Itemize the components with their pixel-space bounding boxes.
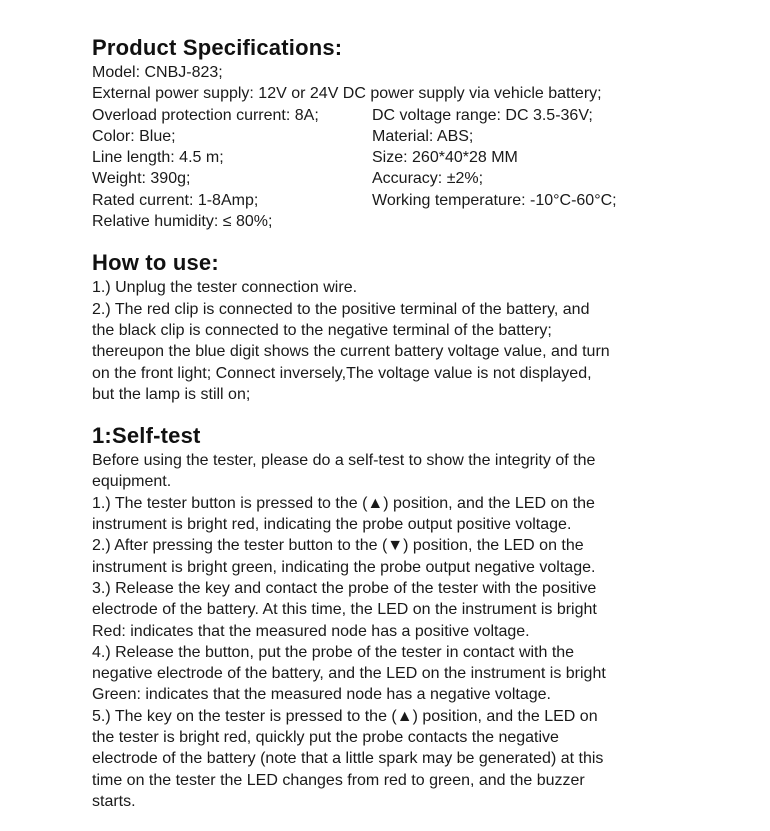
how-to-use-line: on the front light; Connect inversely,The voltage value is not displayed, <box>92 364 592 382</box>
spec-weight: Weight: 390g; <box>92 170 191 188</box>
spec-accuracy: Accuracy: ±2%; <box>372 170 484 188</box>
how-to-use-section <box>92 249 732 405</box>
spec-working-temperature: Working temperature: -10°C-60°C; <box>372 191 617 209</box>
spec-rated-current: Rated current: 1-8Amp; <box>92 191 259 209</box>
document-page <box>92 34 732 812</box>
spec-row <box>92 126 732 147</box>
self-test-line: 1.) The tester button is pressed to the (▲) position, and the LED on the <box>92 494 595 512</box>
self-test-line: electrode of the battery. At this time, the LED on the instrument is bright <box>92 601 597 619</box>
self-test-line: the tester is bright red, quickly put the probe contacts the negative <box>92 729 559 747</box>
product-specifications-section <box>92 34 732 232</box>
self-test-heading: 1:Self-test <box>92 423 201 449</box>
spec-material: Material: ABS; <box>372 127 474 145</box>
spec-row <box>92 168 732 189</box>
spec-row <box>92 190 732 211</box>
spec-color: Color: Blue; <box>92 127 176 145</box>
self-test-line: negative electrode of the battery, and the LED on the instrument is bright <box>92 665 606 683</box>
how-to-use-heading: How to use: <box>92 250 219 276</box>
self-test-line: 4.) Release the button, put the probe of the tester in contact with the <box>92 643 575 661</box>
how-to-use-line: 1.) Unplug the tester connection wire. <box>92 279 358 297</box>
self-test-section <box>92 422 732 812</box>
spec-humidity: Relative humidity: ≤ 80%; <box>92 213 273 231</box>
section-spacer <box>92 232 732 249</box>
self-test-line: 3.) Release the key and contact the probe of the tester with the positive <box>92 579 597 597</box>
self-test-line: Red: indicates that the measured node has a positive voltage. <box>92 622 530 640</box>
self-test-line: 5.) The key on the tester is pressed to the (▲) position, and the LED on <box>92 707 598 725</box>
spec-row <box>92 105 732 126</box>
self-test-line: Green: indicates that the measured node has a negative voltage. <box>92 686 551 704</box>
spec-row <box>92 147 732 168</box>
spec-line-length: Line length: 4.5 m; <box>92 149 224 167</box>
how-to-use-line: 2.) The red clip is connected to the positive terminal of the battery, and <box>92 300 590 318</box>
spec-power-supply: External power supply: 12V or 24V DC power supply via vehicle battery; <box>92 85 602 103</box>
how-to-use-line: thereupon the blue digit shows the current battery voltage value, and turn <box>92 343 610 361</box>
how-to-use-line: but the lamp is still on; <box>92 385 251 403</box>
section-spacer <box>92 405 732 422</box>
spec-size: Size: 260*40*28 MM <box>372 149 518 167</box>
how-to-use-line: the black clip is connected to the negative terminal of the battery; <box>92 321 552 339</box>
self-test-line: electrode of the battery (note that a little spark may be generated) at this <box>92 750 604 768</box>
self-test-line: starts. <box>92 792 136 810</box>
self-test-line: equipment. <box>92 473 172 491</box>
self-test-line: instrument is bright green, indicating the probe output negative voltage. <box>92 558 596 576</box>
self-test-line: 2.) After pressing the tester button to the (▼) position, the LED on the <box>92 537 584 555</box>
spec-model: Model: CNBJ-823; <box>92 64 223 81</box>
self-test-line: Before using the tester, please do a self-test to show the integrity of the <box>92 452 596 470</box>
specifications-heading: Product Specifications: <box>92 35 343 60</box>
spec-dc-voltage-range: DC voltage range: DC 3.5-36V; <box>372 106 593 124</box>
self-test-line: time on the tester the LED changes from red to green, and the buzzer <box>92 771 585 789</box>
self-test-line: instrument is bright red, indicating the probe output positive voltage. <box>92 516 572 534</box>
spec-overload-current: Overload protection current: 8A; <box>92 106 319 124</box>
